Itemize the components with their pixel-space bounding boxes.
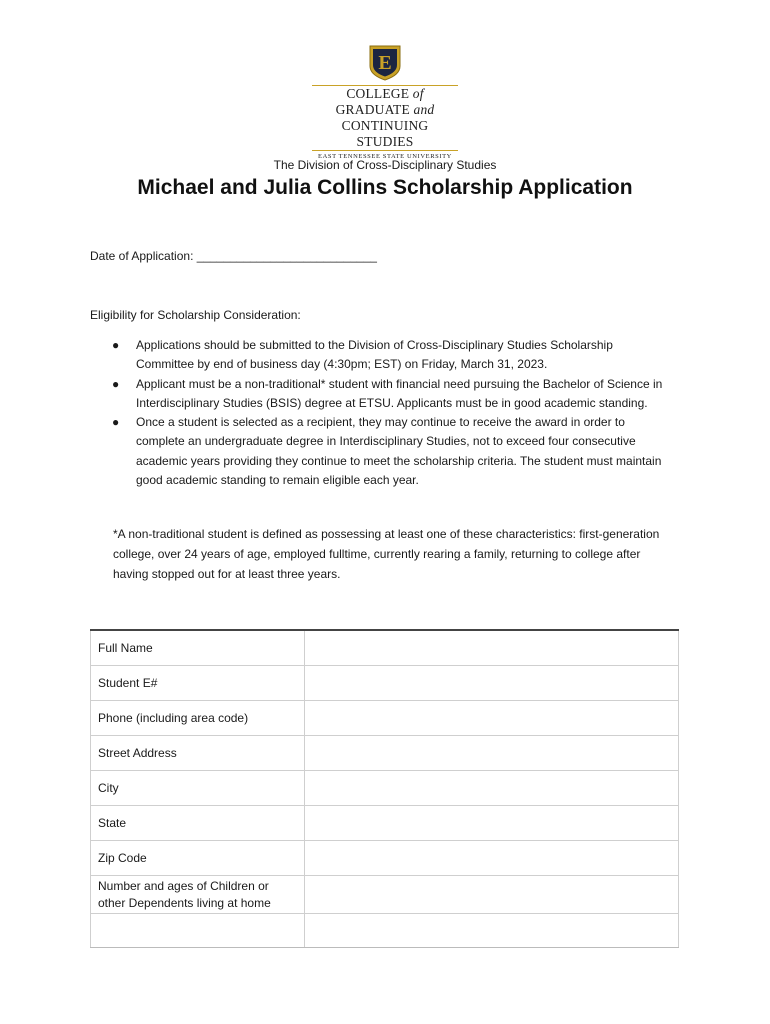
table-row xyxy=(91,630,679,666)
non-traditional-definition: *A non-traditional student is defined as possessing at least one of these characteristics: first-generation college, over 24 years of age, employed fulltime, currently rearing a family, returning to college after having stopped out for at least three years. xyxy=(113,527,660,581)
full-name-field[interactable] xyxy=(305,630,679,666)
zip-code-label: Zip Code xyxy=(91,841,305,876)
table-row xyxy=(91,736,679,771)
logo-university-name: EAST TENNESSEE STATE UNIVERSITY xyxy=(318,153,452,160)
eligibility-heading: Eligibility for Scholarship Consideration: xyxy=(90,308,301,322)
applicant-info-table xyxy=(90,629,679,948)
blank-value-cell[interactable] xyxy=(305,914,679,948)
zip-code-field[interactable] xyxy=(305,841,679,876)
logo-line-2: GRADUATE and xyxy=(335,102,435,117)
etsu-shield-icon xyxy=(368,44,402,82)
student-id-field[interactable] xyxy=(305,666,679,701)
table-row xyxy=(91,771,679,806)
phone-label: Phone (including area code) xyxy=(91,701,305,736)
state-field[interactable] xyxy=(305,806,679,841)
eligibility-list xyxy=(112,336,672,490)
city-field[interactable] xyxy=(305,771,679,806)
logo-line-3: CONTINUING STUDIES xyxy=(341,118,429,149)
bullet-icon: ● xyxy=(112,376,120,391)
city-label: City xyxy=(91,771,305,806)
phone-field[interactable] xyxy=(305,701,679,736)
logo-bottom-rule xyxy=(312,150,458,151)
logo-line-1: COLLEGE of xyxy=(346,86,424,101)
blank-label-cell[interactable] xyxy=(91,914,305,948)
table-row xyxy=(91,806,679,841)
date-of-application-field[interactable]: Date of Application: ___________________________ xyxy=(90,249,377,263)
student-id-label: Student E# xyxy=(91,666,305,701)
table-row xyxy=(91,914,679,948)
table-row xyxy=(91,876,679,914)
full-name-label: Full Name xyxy=(91,630,305,666)
eligibility-item: ● Once a student is selected as a recipient, they may continue to receive the award in order to complete an undergraduate degree in Interdisciplinary Studies, not to exceed four consecutive academic years providing they continue to meet the scholarship criteria. The student must maintain good academic standing to remain eligible each year. xyxy=(112,415,662,488)
eligibility-item: ● Applications should be submitted to the Division of Cross-Disciplinary Studies Scholarship Committee by end of business day (4:30pm; EST) on Friday, March 31, 2023. xyxy=(112,338,613,372)
state-label: State xyxy=(91,806,305,841)
street-address-label: Street Address xyxy=(91,736,305,771)
college-logo xyxy=(312,44,458,161)
bullet-icon: ● xyxy=(112,338,120,352)
dependents-label: Number and ages of Children or other Dependents living at home xyxy=(91,876,305,914)
table-row xyxy=(91,701,679,736)
division-name: The Division of Cross-Disciplinary Studies xyxy=(273,158,497,172)
page-title: Michael and Julia Collins Scholarship Application xyxy=(137,176,633,199)
table-row xyxy=(91,666,679,701)
dependents-field[interactable] xyxy=(305,876,679,914)
bullet-icon: ● xyxy=(112,415,120,430)
eligibility-item: ● Applicant must be a non-traditional* student with financial need pursuing the Bachelor of Science in Interdisciplinary Studies (BSIS) degree at ETSU. Applicants must be in good academic standing. xyxy=(112,376,663,410)
table-row xyxy=(91,841,679,876)
shield-letter: E xyxy=(378,52,392,74)
street-address-field[interactable] xyxy=(305,736,679,771)
